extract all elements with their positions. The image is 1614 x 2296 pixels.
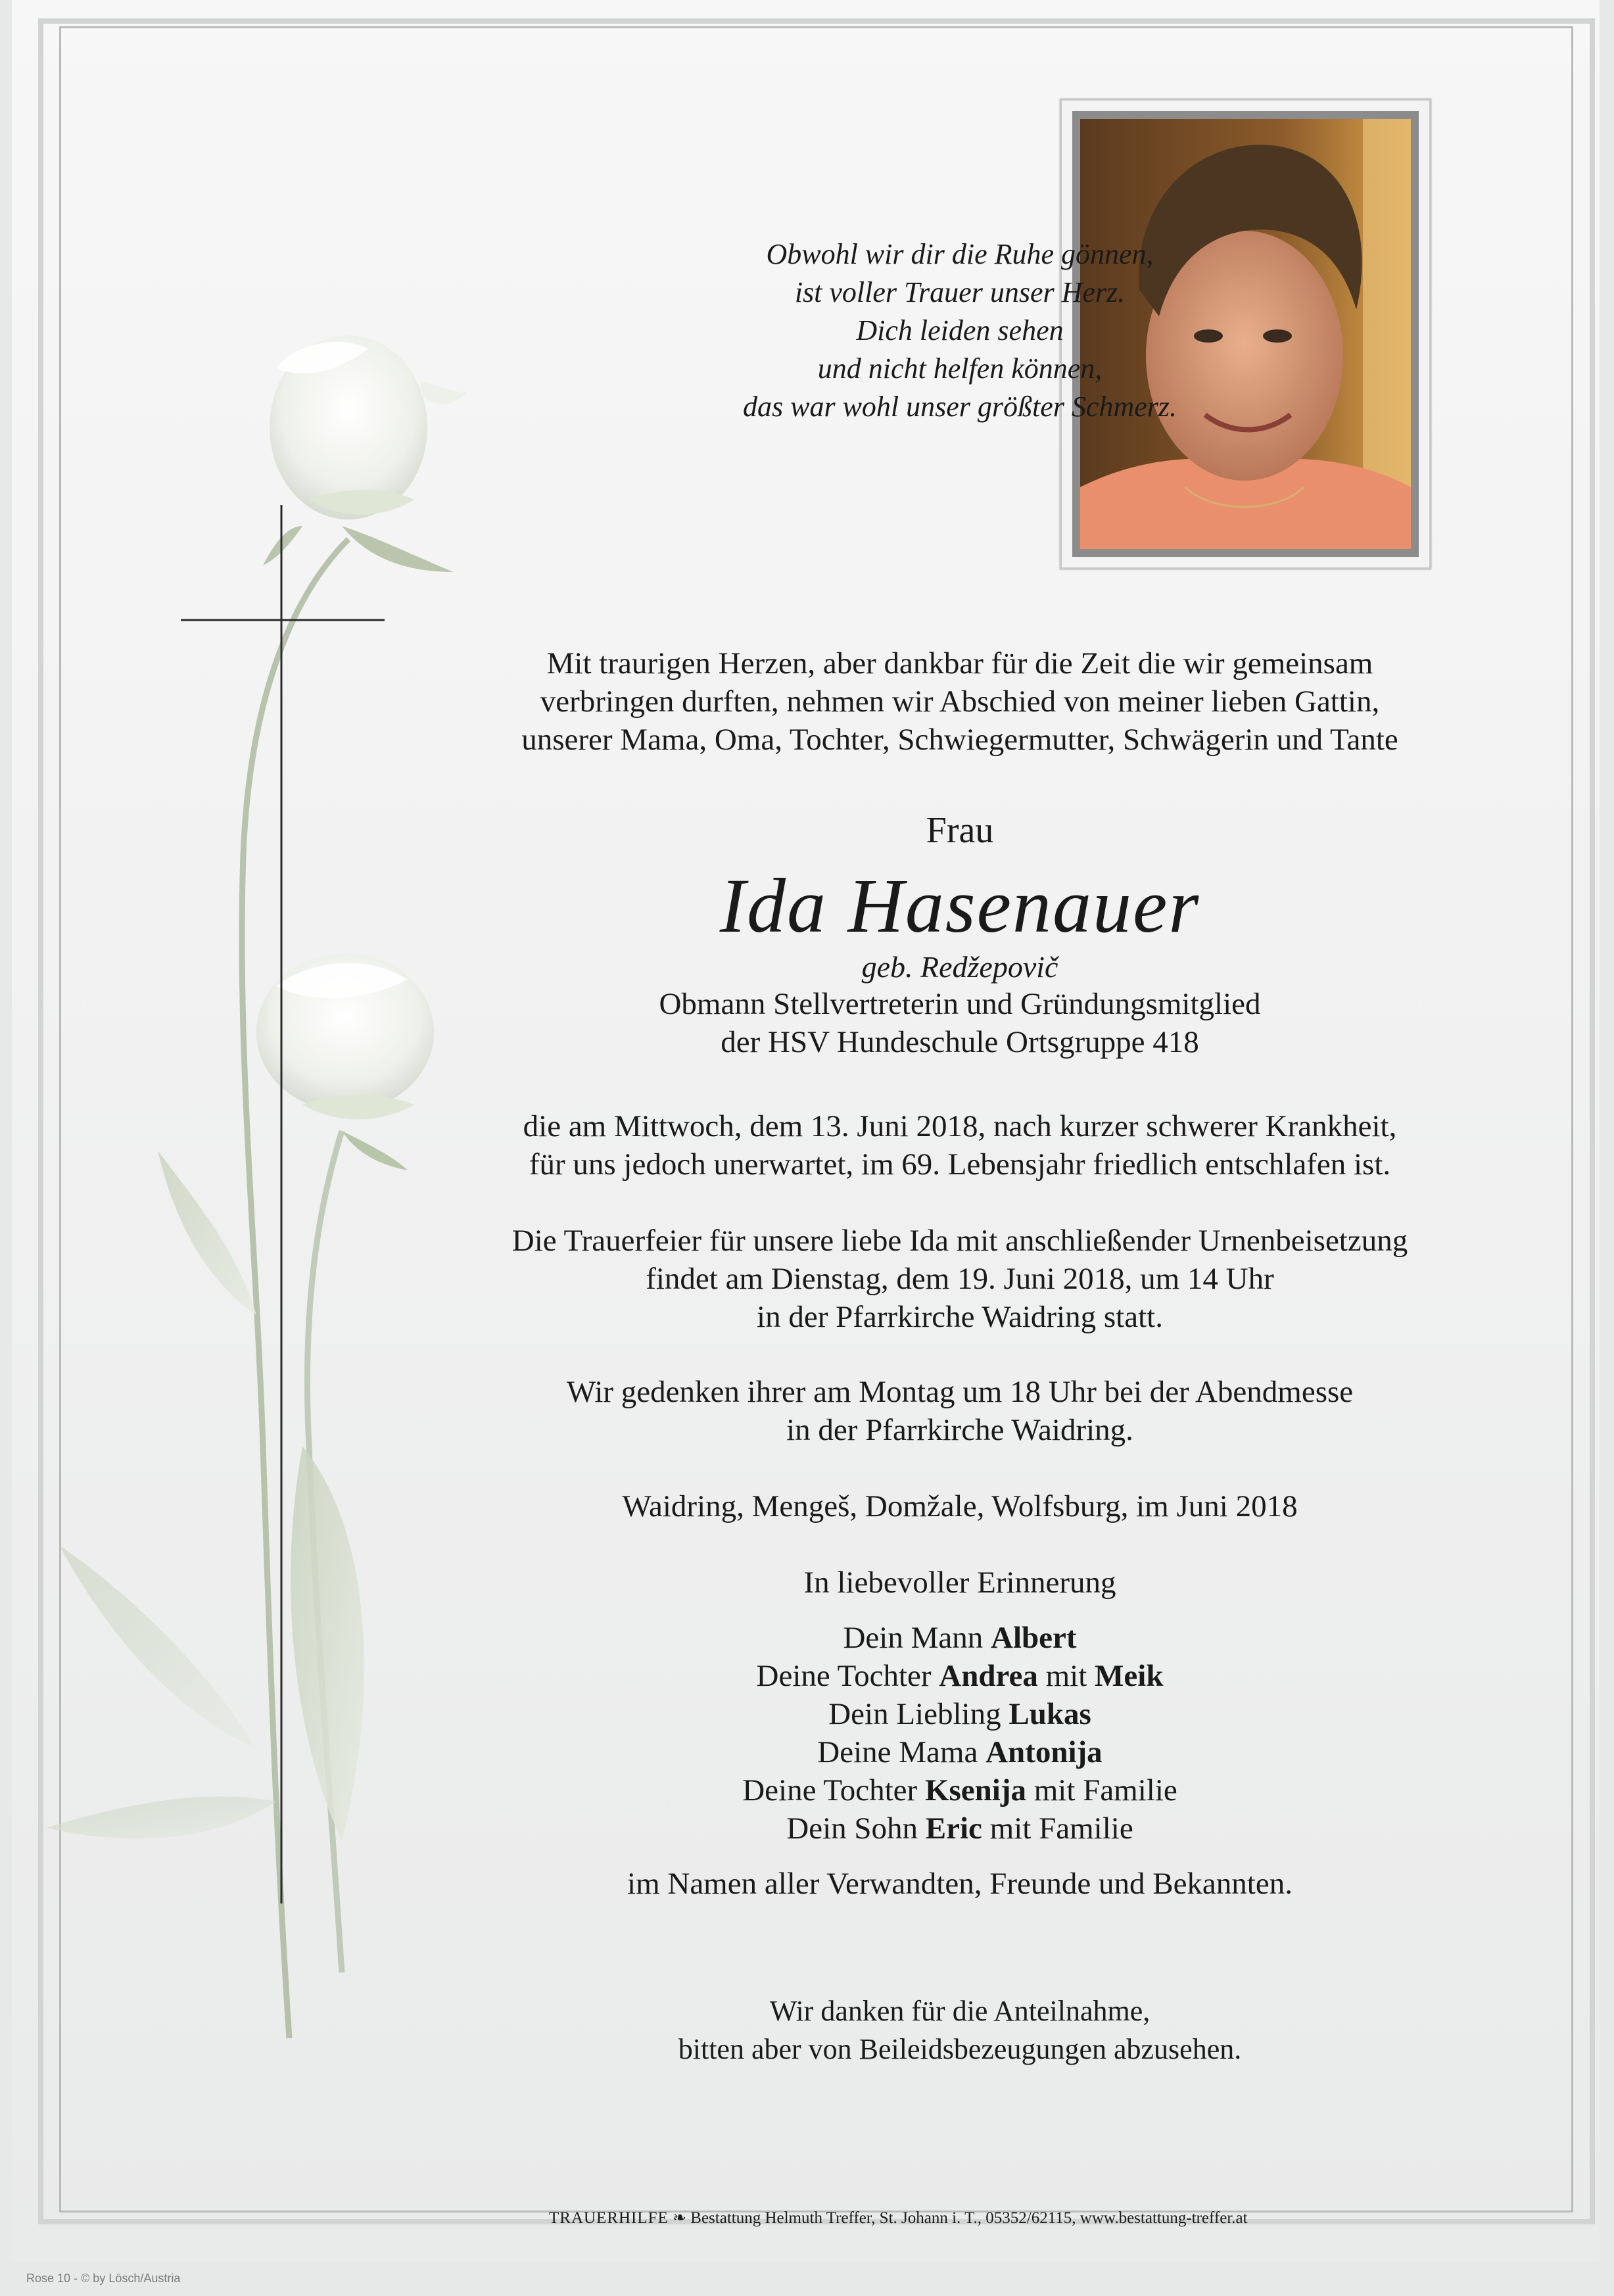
thanks-line: Wir danken für die Anteilnahme, xyxy=(769,1995,1151,2027)
mourners-list xyxy=(408,1619,1512,1848)
poem-line: das war wohl unser größter Schmerz. xyxy=(742,391,1177,423)
footer-details: Bestattung Helmuth Treffer, St. Johann i. T., 05352/62115, www.bestattung-treffer.at xyxy=(690,2209,1248,2227)
mass-notice xyxy=(408,1373,1512,1449)
death-notice xyxy=(408,1107,1512,1184)
thanks-text xyxy=(408,1992,1512,2069)
mourner-name: Albert xyxy=(991,1621,1077,1655)
relatives-line: im Namen aller Verwandten, Freunde und Bekannten. xyxy=(627,1867,1293,1901)
funeral-notice xyxy=(408,1222,1512,1336)
intro-line: unserer Mama, Oma, Tochter, Schwiegermutter, Schwägerin und Tante xyxy=(521,723,1398,757)
roles-text xyxy=(408,985,1512,1061)
mourner-name: Andrea xyxy=(939,1659,1038,1693)
footer-logo-icon: ❧ xyxy=(673,2209,687,2227)
mourner-line: Dein Mann Albert xyxy=(843,1621,1077,1655)
intro-text xyxy=(408,644,1512,759)
mourner-name: Lukas xyxy=(1009,1697,1091,1731)
memorial-poem xyxy=(408,235,1512,426)
funeral-line: Die Trauerfeier für unsere liebe Ida mit anschließender Urnenbeisetzung xyxy=(511,1224,1408,1258)
mass-line: in der Pfarrkirche Waidring. xyxy=(786,1413,1133,1447)
intro-line: verbringen durften, nehmen wir Abschied von meiner lieben Gattin, xyxy=(540,684,1380,719)
mourner-name: Meik xyxy=(1095,1659,1164,1693)
mourner-line: Dein Liebling Lukas xyxy=(828,1697,1091,1731)
mourner-name: Ksenija xyxy=(924,1773,1026,1807)
role-line: der HSV Hundeschule Ortsgruppe 418 xyxy=(721,1025,1199,1059)
leaf-icon xyxy=(158,1151,256,1315)
poem-line: Obwohl wir dir die Ruhe gönnen, xyxy=(766,238,1154,270)
mourner-line: Dein Sohn Eric mit Familie xyxy=(786,1811,1133,1846)
poem-line: und nicht helfen können, xyxy=(817,352,1103,385)
funeral-line: findet am Dienstag, dem 19. Juni 2018, um 14 Uhr xyxy=(646,1262,1274,1296)
poem-line: ist voller Trauer unser Herz. xyxy=(794,276,1126,308)
funeral-line: in der Pfarrkirche Waidring statt. xyxy=(757,1300,1163,1334)
footer-brand: TRAUERHILFE xyxy=(549,2209,669,2227)
role-line: Obmann Stellvertreterin und Gründungsmitglied xyxy=(659,987,1261,1021)
mourner-line: Deine Mama Antonija xyxy=(817,1735,1103,1769)
mourner-name: Eric xyxy=(925,1811,982,1846)
mourner-line: Deine Tochter Ksenija mit Familie xyxy=(742,1773,1177,1807)
deceased-name: Ida Hasenauer xyxy=(719,863,1200,949)
footer xyxy=(549,2208,1404,2229)
copyright-note: Rose 10 - © by Lösch/Austria xyxy=(26,2272,181,2285)
poem-line: Dich leiden sehen xyxy=(856,314,1064,347)
place-date: Waidring, Mengeš, Domžale, Wolfsburg, im Juni 2018 xyxy=(622,1489,1298,1523)
thanks-line: bitten aber von Beileidsbezeugungen abzusehen. xyxy=(678,2033,1242,2065)
intro-line: Mit traurigen Herzen, aber dankbar für die Zeit die wir gemeinsam xyxy=(546,646,1373,681)
maiden-name: geb. Redžepovič xyxy=(861,950,1058,984)
mourner-line: Deine Tochter Andrea mit Meik xyxy=(756,1659,1164,1693)
death-line: die am Mittwoch, dem 13. Juni 2018, nach kurzer schwerer Krankheit, xyxy=(523,1109,1397,1143)
mass-line: Wir gedenken ihrer am Montag um 18 Uhr bei der Abendmesse xyxy=(566,1375,1354,1409)
mourner-name: Antonija xyxy=(985,1735,1103,1769)
salutation: Frau xyxy=(926,810,994,851)
death-line: für uns jedoch unerwartet, im 69. Lebensjahr friedlich entschlafen ist. xyxy=(529,1147,1391,1182)
memory-heading: In liebevoller Erinnerung xyxy=(803,1566,1116,1600)
